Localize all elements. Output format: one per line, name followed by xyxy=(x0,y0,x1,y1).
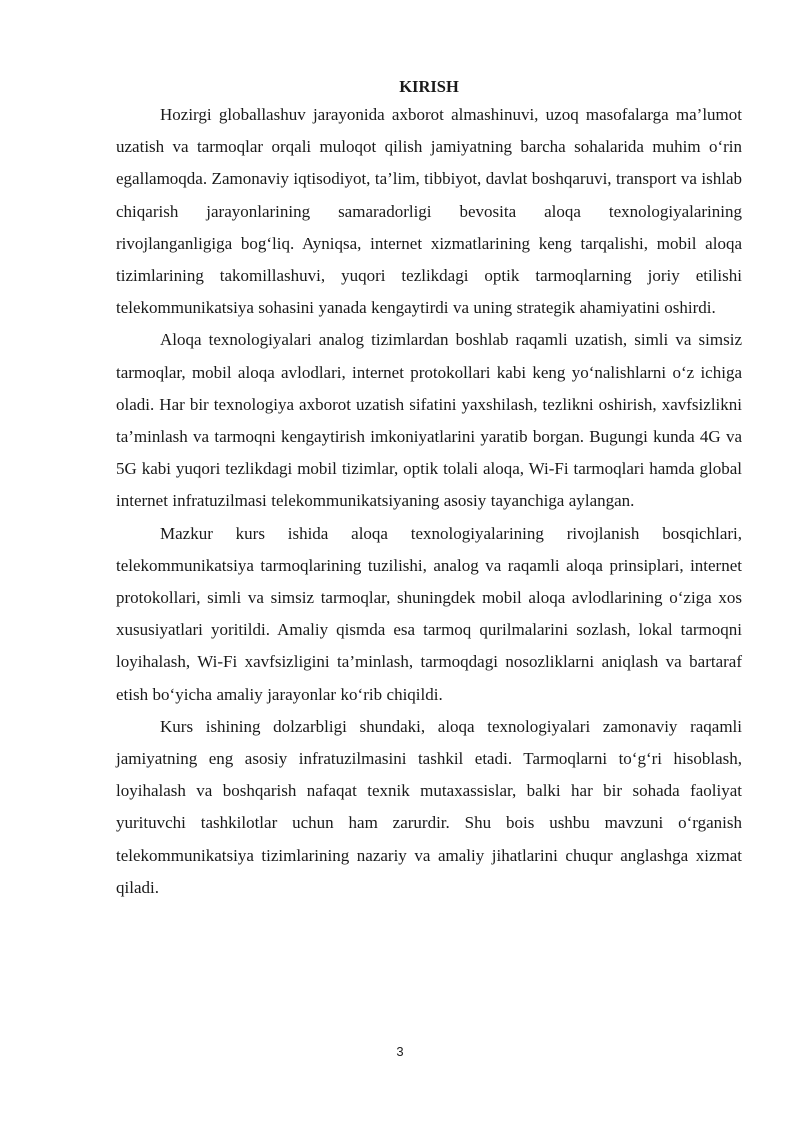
paragraph-4: Kurs ishining dolzarbligi shundaki, aloqa texnologiyalari zamonaviy raqamli jamiyatning eng asosiy infratuzilmasini tashkil etadi. Tarmoqlarni to‘g‘ri hisoblash, loyihalash va boshqarish nafaqat texnik mutaxassislar, balki har bir sohada faoliyat yurituvchi tashkilotlar uchun ham zarurdir. Shu bois ushbu mavzuni o‘rganish telekommunikatsiya tizimlarining nazariy va amaliy jihatlarini chuqur anglashga xizmat qiladi. xyxy=(116,716,742,897)
section-title: KIRISH xyxy=(399,77,459,96)
document-body xyxy=(116,76,742,904)
paragraph-2: Aloqa texnologiyalari analog tizimlardan boshlab raqamli uzatish, simli va simsiz tarmoqlar, mobil aloqa avlodlari, internet protokollari kabi keng yo‘nalishlarni o‘z ichiga oladi. Har bir texnologiya axborot uzatish sifatini yaxshilash, tezlikni oshirish, xavfsizlikni ta’minlash va tarmoqni kengaytirish imkoniyatlarini yaratib borgan. Bugungi kunda 4G va 5G kabi yuqori tezlikdagi mobil tizimlar, optik tolali aloqa, Wi-Fi tarmoqlari hamda global internet infratuzilmasi telekommunikatsiyaning asosiy tayanchiga aylangan. xyxy=(116,330,742,511)
paragraph-3: Mazkur kurs ishida aloqa texnologiyalarining rivojlanish bosqichlari, telekommunikatsiya tarmoqlarining tuzilishi, analog va raqamli aloqa prinsiplari, internet protokollari, simli va simsiz tarmoqlar, shuningdek mobil aloqa avlodlarining o‘ziga xos xususiyatlari yoritildi. Amaliy qismda esa tarmoq qurilmalarini sozlash, lokal tarmoqni loyihalash, Wi-Fi xavfsizligini ta’minlash, tarmoqdagi nosozliklarni aniqlash va bartaraf etish bo‘yicha amaliy jarayonlar ko‘rib chiqildi. xyxy=(116,523,742,704)
paragraph-1: Hozirgi globallashuv jarayonida axborot almashinuvi, uzoq masofalarga ma’lumot uzatish va tarmoqlar orqali muloqot qilish jamiyatning barcha sohalarida muhim o‘rin egallamoqda. Zamonaviy iqtisodiyot, ta’lim, tibbiyot, davlat boshqaruvi, transport va ishlab chiqarish jarayonlarining samaradorligi bevosita aloqa texnologiyalarining rivojlanganligiga bog‘liq. Ayniqsa, internet xizmatlarining keng tarqalishi, mobil aloqa tizimlarining takomillashuvi, yuqori tezlikdagi optik tarmoqlarning joriy etilishi telekommunikatsiya sohasini yanada kengaytirdi va uning strategik ahamiyatini oshirdi. xyxy=(116,105,742,318)
page-number: 3 xyxy=(396,1044,404,1059)
